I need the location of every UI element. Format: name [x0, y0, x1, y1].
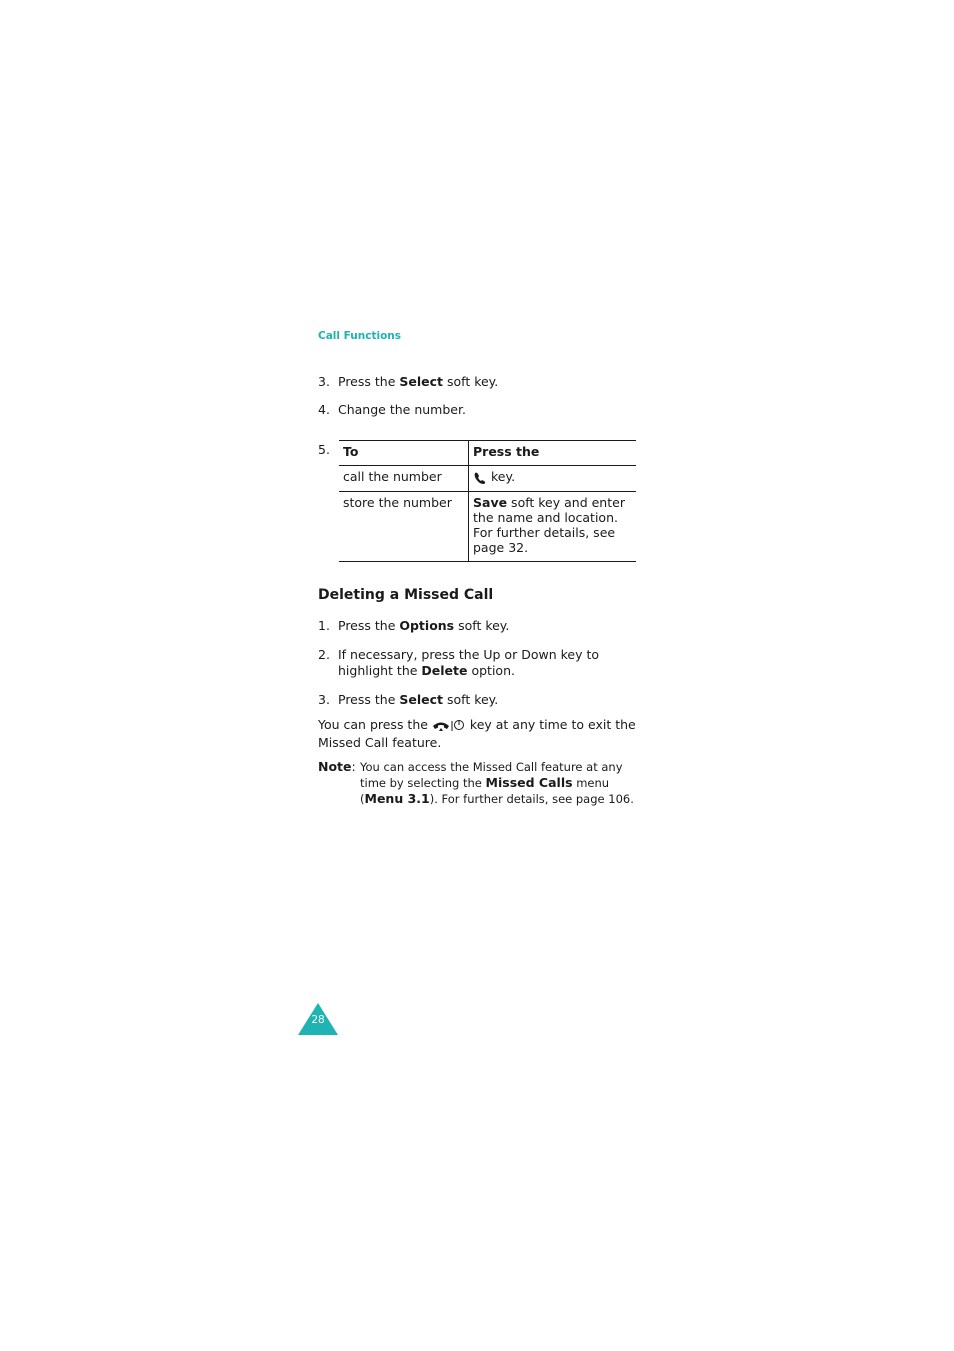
end-power-key-icon [432, 718, 466, 734]
table-cell: store the number [339, 491, 469, 561]
column-header-to: To [339, 441, 469, 466]
step-number: 4. [318, 402, 330, 417]
options-table [339, 440, 636, 562]
table-cell: call the number [339, 466, 469, 492]
table-row [339, 466, 636, 492]
step-text: Press the Select soft key. [338, 692, 499, 707]
send-key-icon [473, 471, 487, 485]
table-row [339, 491, 636, 561]
section-header: Call Functions [318, 330, 402, 342]
step-number: 3. [318, 692, 330, 707]
exit-paragraph: You can press the key at any time to exit the Missed Call feature. [318, 717, 636, 750]
step-number: 5. [318, 442, 330, 457]
table-header-row [339, 441, 636, 466]
step-number: 2. [318, 647, 330, 662]
note-text: You can access the Missed Call feature at any time by selecting the Missed Calls menu (Menu 3.1). For further details, see page 106. [360, 760, 634, 806]
step-number: 3. [318, 374, 330, 389]
section-heading: Deleting a Missed Call [318, 587, 494, 603]
step-number: 1. [318, 618, 330, 633]
table-cell: Save soft key and enter the name and location. For further details, see page 32. [473, 494, 625, 555]
step-text: If necessary, press the Up or Down key to highlight the Delete option. [338, 647, 599, 678]
step-text: Change the number. [338, 402, 466, 417]
step-text: Press the Options soft key. [338, 618, 510, 633]
page-number: 28 [311, 1014, 325, 1026]
table-cell: key. [469, 466, 637, 492]
step-text: Press the Select soft key. [338, 374, 499, 389]
column-header-press: Press the [473, 444, 540, 459]
note-label: Note: [318, 759, 356, 774]
